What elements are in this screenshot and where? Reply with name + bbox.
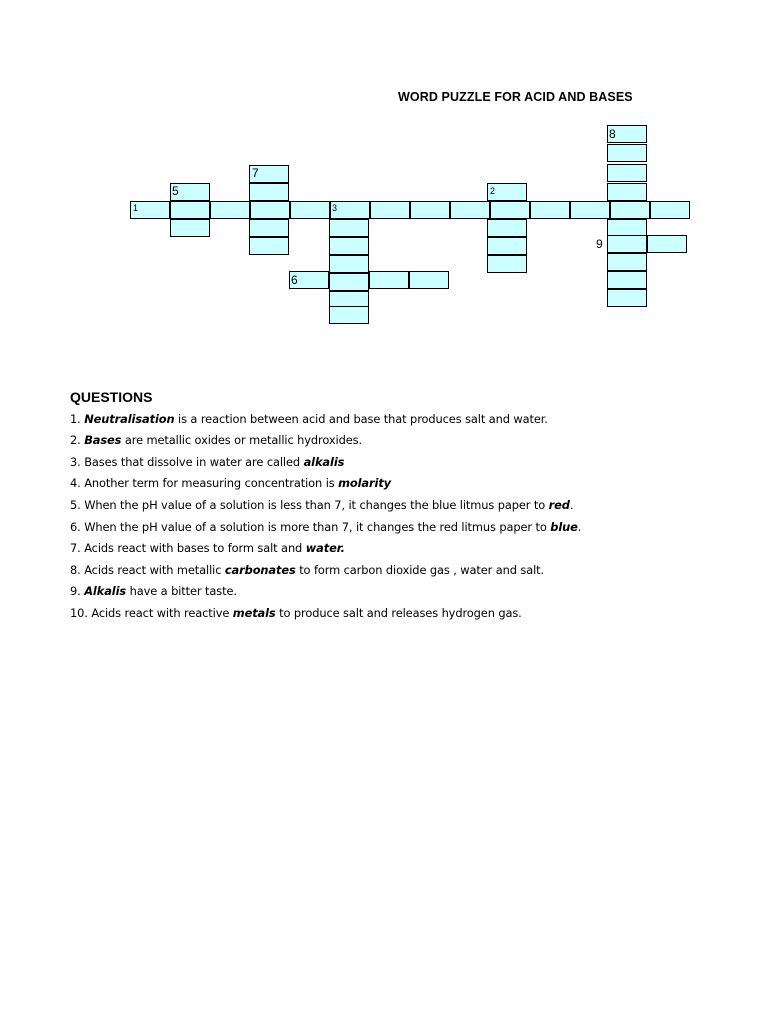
crossword-cell[interactable] — [607, 289, 647, 307]
crossword-cell[interactable] — [410, 201, 450, 219]
crossword-cell[interactable] — [329, 273, 369, 291]
crossword-cell[interactable] — [610, 201, 650, 219]
question-text: are metallic oxides or metallic hydroxides. — [121, 433, 363, 447]
question-text: . — [577, 520, 582, 534]
question-text: 3. Bases that dissolve in water are called — [70, 455, 304, 469]
question-text: to produce salt and releases hydrogen gas. — [275, 606, 522, 620]
clue-number: 1 — [133, 203, 139, 213]
question-text: 9. — [70, 584, 85, 598]
crossword-cell[interactable] — [570, 201, 610, 219]
question-text: . — [569, 498, 574, 512]
crossword-cell[interactable] — [650, 201, 690, 219]
clue-number: 8 — [609, 127, 616, 141]
crossword-cell[interactable] — [329, 306, 369, 324]
puzzle-title: WORD PUZZLE FOR ACID AND BASES — [398, 90, 633, 104]
crossword-cell[interactable] — [530, 201, 570, 219]
crossword-cell[interactable] — [607, 271, 647, 289]
question-item — [70, 563, 544, 577]
question-answer: red — [548, 498, 570, 512]
question-answer: Alkalis — [84, 584, 127, 598]
crossword-cell[interactable] — [487, 255, 527, 273]
crossword-cell[interactable] — [450, 201, 490, 219]
questions-heading: QUESTIONS — [70, 389, 153, 405]
question-item — [70, 606, 522, 620]
question-item — [70, 433, 362, 447]
question-text: 2. — [70, 433, 85, 447]
question-text: 4. Another term for measuring concentration is — [70, 476, 339, 490]
question-text: 6. When the pH value of a solution is more than 7, it changes the red litmus paper to — [70, 520, 551, 534]
crossword-cell[interactable] — [490, 201, 530, 219]
crossword-cell[interactable] — [607, 235, 647, 253]
question-answer: metals — [232, 606, 276, 620]
question-answer: molarity — [338, 476, 391, 490]
crossword-cell[interactable] — [170, 219, 210, 237]
question-item — [70, 455, 344, 469]
crossword-cell[interactable] — [210, 201, 250, 219]
question-text: 7. Acids react with bases to form salt and — [70, 541, 306, 555]
crossword-cell[interactable] — [369, 271, 409, 289]
question-text: 5. When the pH value of a solution is less than 7, it changes the blue litmus paper to — [70, 498, 549, 512]
crossword-cell[interactable] — [329, 237, 369, 255]
crossword-cell[interactable] — [607, 253, 647, 271]
question-text: 8. Acids react with metallic — [70, 563, 225, 577]
crossword-cell[interactable] — [647, 235, 687, 253]
question-answer: Neutralisation — [84, 412, 175, 426]
crossword-cell[interactable] — [290, 201, 330, 219]
question-answer: water. — [305, 541, 345, 555]
clue-number: 2 — [490, 186, 496, 196]
question-item — [70, 584, 237, 598]
crossword-cell[interactable] — [249, 237, 289, 255]
crossword-cell[interactable] — [329, 255, 369, 273]
crossword-cell[interactable] — [249, 183, 289, 201]
clue-number: 6 — [291, 273, 298, 287]
question-text: have a bitter taste. — [126, 584, 237, 598]
clue-number: 7 — [252, 166, 259, 180]
crossword-cell[interactable] — [487, 237, 527, 255]
question-text: to form carbon dioxide gas , water and salt. — [295, 563, 545, 577]
question-item — [70, 498, 573, 512]
crossword-cell[interactable] — [409, 271, 449, 289]
question-answer: alkalis — [303, 455, 345, 469]
crossword-cell[interactable] — [607, 164, 647, 182]
question-answer: blue — [550, 520, 578, 534]
question-item — [70, 412, 548, 426]
question-answer: carbonates — [224, 563, 296, 577]
question-item — [70, 541, 345, 555]
question-text: 1. — [70, 412, 85, 426]
clue-number: 9 — [596, 237, 603, 251]
question-answer: Bases — [84, 433, 122, 447]
crossword-cell[interactable] — [249, 219, 289, 237]
crossword-cell[interactable] — [370, 201, 410, 219]
question-text: is a reaction between acid and base that produces salt and water. — [174, 412, 548, 426]
crossword-cell[interactable] — [250, 201, 290, 219]
crossword-cell[interactable] — [170, 201, 210, 219]
question-text: 10. Acids react with reactive — [70, 606, 233, 620]
crossword-cell[interactable] — [607, 144, 647, 162]
clue-number: 5 — [172, 184, 179, 198]
question-item — [70, 476, 391, 490]
crossword-cell[interactable] — [607, 183, 647, 201]
crossword-cell[interactable] — [487, 219, 527, 237]
crossword-cell[interactable] — [329, 219, 369, 237]
clue-number: 3 — [332, 203, 338, 213]
question-item — [70, 520, 581, 534]
